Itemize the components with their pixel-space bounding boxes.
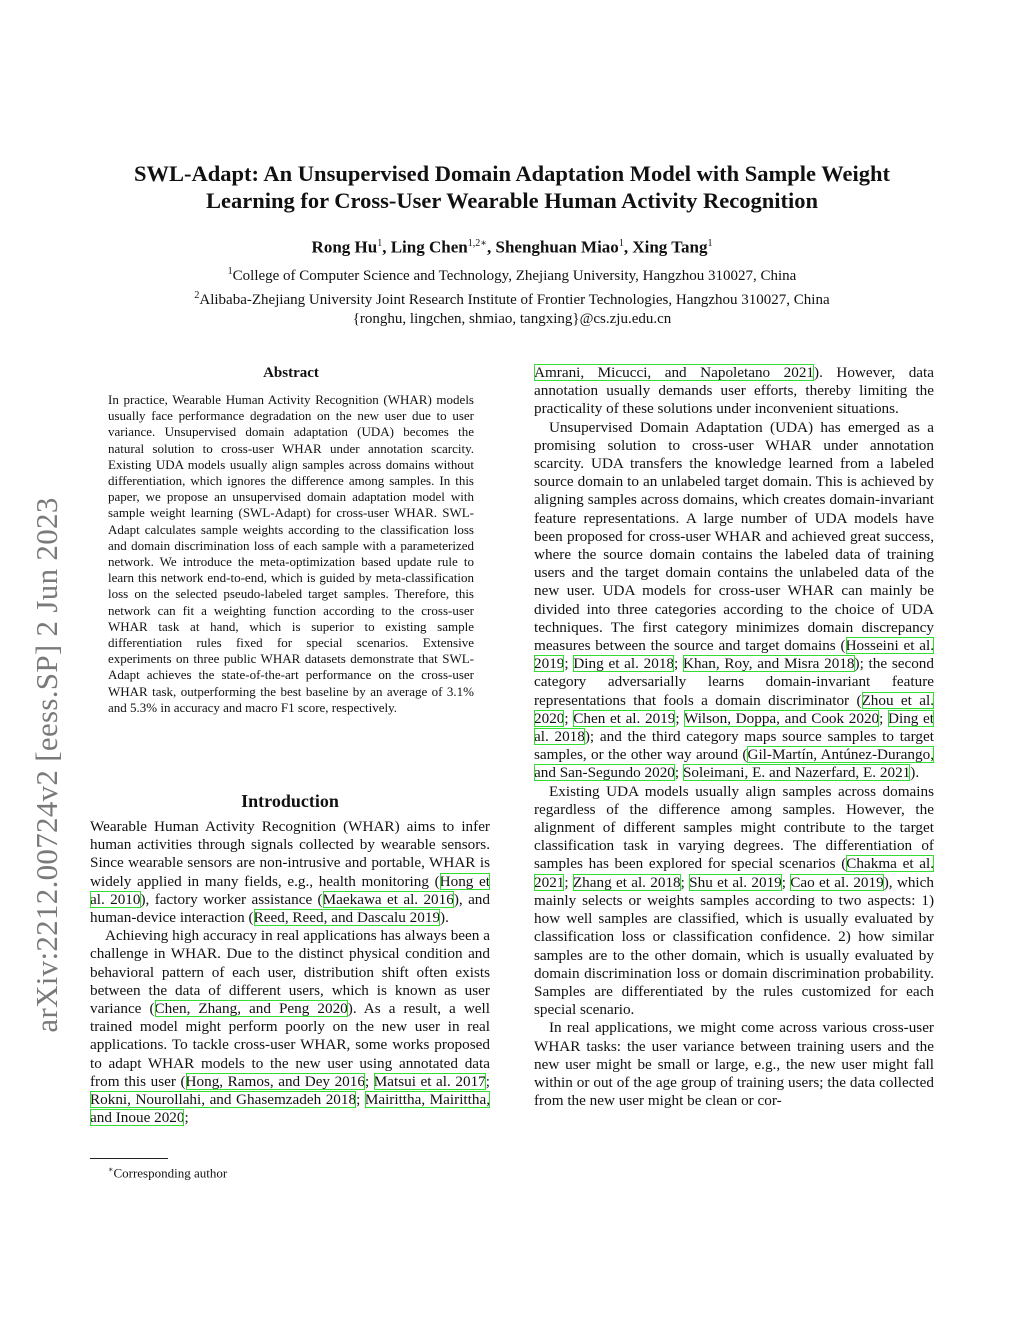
abstract-text: In practice, Wearable Human Activity Recognition (WHAR) models usually face performance degradation on the new user due to user variance. Unsupervised domain adaptation (UDA) becomes the natural solution to cross-user WHAR under annotation scarcity. Existing UDA models usually align samples across domains without differentiation, which ignores the difference among samples. In this paper, we propose an unsupervised domain adaptation model with sample weight learning (SWL-Adapt) for cross-user WHAR. SWL-Adapt calculates sample weights according to the classification loss and domain discrimination loss of each sample with a parameterized network. We introduce the meta-optimization based update rule to learn this network end-to-end, which is guided by meta-classification loss on the selected pseudo-labeled target samples. Therefore, this network can fit a weighting function according to the cross-user WHAR task at hand, which is superior to existing sample differentiation rules fixed for special scenarios. Extensive experiments on three public WHAR datasets demonstrate that SWL-Adapt achieves the state-of-the-art performance on the cross-user WHAR task, outperforming the best baseline by an average of 3.1% and 5.3% in accuracy and macro F1 score, respectively.	[108, 392, 474, 715]
citation-link[interactable]: Ding et al. 2018	[573, 655, 675, 673]
abstract-heading: Abstract	[263, 365, 319, 381]
citation-link[interactable]: Gil-Martín, Antúnez-Durango, and San-Segundo 2020	[534, 746, 934, 782]
intro-paragraph-continued: Amrani, Micucci, and Napoletano 2021). However, data annotation usually demands user efforts, thereby limiting the practicality of these solutions under inconvenient situations.	[534, 364, 934, 418]
citation-link[interactable]: Reed, Reed, and Dascalu 2019	[253, 909, 441, 927]
author-list: Rong Hu$^1$, Ling Chen$^{1,2∗}$, Shenghuan Miao$^1$, Xing Tang$^1$	[311, 237, 713, 257]
title-line-2: Learning for Cross-User Wearable Human Activity Recognition	[205, 188, 819, 213]
paper-title	[92, 160, 932, 214]
citation-link[interactable]: Khan, Roy, and Misra 2018	[683, 655, 855, 673]
title-line-1: SWL-Adapt: An Unsupervised Domain Adaptation Model with Sample Weight	[134, 161, 890, 186]
author-affiliation-mark: 1	[618, 238, 624, 249]
citation-link[interactable]: Soleimani, E. and Nazerfard, E. 2021	[682, 764, 911, 782]
citation-link[interactable]: Cao et al. 2019	[790, 873, 884, 891]
author-name: Xing Tang	[632, 237, 708, 257]
footnote	[108, 1162, 468, 1181]
citation-link[interactable]: Hong et al. 2010	[90, 872, 490, 908]
intro-paragraph-4: Unsupervised Domain Adaptation (UDA) has emerged as a promising solution to cross-user WHAR under annotation scarcity. UDA transfers the knowledge learned from a labeled source domain to an unlabeled target domain. This is achieved by aligning samples across domains, which creates domain-invariant feature representations. A large number of UDA models have been proposed for cross-user WHAR and achieved great success, where the source domain contains the labeled data of training users and the target domain contains the unlabeled data of the new user. UDA models for cross-user WHAR can mainly be divided into three categories according to the choice of UDA techniques. The first category minimizes domain discrepancy measures between the source and target domains (Hosseini et al. 2019; Ding et al. 2018; Khan, Roy, and Misra 2018); the second category adversarially learns domain-invariant feature representations that fools a domain discriminator (Zhou et al. 2020; Chen et al. 2019; Wilson, Doppa, and Cook 2020; Ding et al. 2018); and the third category maps source samples to target samples, or the other way around (Gil-Martín, Antúnez-Durango, and San-Segundo 2020; Soleimani, E. and Nazerfard, E. 2021).	[534, 418, 935, 782]
left-column	[90, 818, 490, 1127]
intro-paragraph-2: Achieving high accuracy in real applications has always been a challenge in WHAR. Due to the distinct physical condition and behavioral pattern of each user, distribution shift often exists between the data of different users, which is known as user variance (Chen, Zhang, and Peng 2020). As a result, a well trained model might perform poorly on the new user in real applications. To tackle cross-user WHAR, some works proposed to adapt WHAR models to the new user using annotated data from this user (Hong, Ramos, and Dey 2016; Matsui et al. 2017; Rokni, Nourollahi, and Ghasemzadeh 2018; Mairittha, Mairittha, and Inoue 2020;	[90, 927, 490, 1127]
arxiv-identifier-text: arXiv:2212.00724v2 [eess.SP] 2 Jun 2023	[29, 497, 64, 1033]
affiliations	[92, 262, 932, 329]
footnote-text: Corresponding author	[113, 1165, 228, 1181]
intro-paragraph-1: Wearable Human Activity Recognition (WHAR) aims to infer human activities through signals collected by wearable sensors. Since wearable sensors are non-intrusive and portable, WHAR is widely applied in many fields, e.g., health monitoring (Hong et al. 2010), factory worker assistance (Maekawa et al. 2016), and human-device interaction (Reed, Reed, and Dascalu 2019).	[90, 818, 490, 927]
intro-paragraph-6: In real applications, we might come across various cross-user WHAR tasks: the user variance between training users and the new user might be small or large, e.g., the new user might fall within or out of the age group of training users; the data collected from the new user might be clean or cor-	[534, 1019, 934, 1110]
author-name: Rong Hu	[311, 237, 378, 257]
author-affiliation-mark: 1	[707, 238, 713, 249]
affiliation-1: $^1$College of Computer Science and Technology, Zhejiang University, Hangzhou 310027, China	[227, 266, 797, 284]
introduction-heading: Introduction	[241, 791, 339, 811]
citation-link[interactable]: Ding et al. 2018	[534, 709, 935, 746]
citation-link[interactable]: Hosseini et al. 2019	[534, 637, 935, 673]
right-column	[534, 364, 934, 1110]
footnote-divider	[90, 1158, 168, 1159]
intro-paragraph-5: Existing UDA models usually align samples across domains regardless of the difference among samples. However, the alignment of different samples might contribute to the target classification task in varying degrees. The differentiation of samples has been explored for special scenarios (Chakma et al. 2021; Zhang et al. 2018; Shu et al. 2019; Cao et al. 2019), which mainly selects or weights samples according to two aspects: 1) how well samples are classified, which is usually evaluated by classification loss or classification confidence. 2) how similar samples are to the other domain, which is usually evaluated by domain discrimination loss or domain discrimination probability. Samples are differentiated by the rules customized for each special scenario.	[534, 782, 934, 1019]
citation-link[interactable]: Wilson, Doppa, and Cook 2020	[683, 709, 880, 727]
footnote-mark: ∗	[108, 1165, 114, 1174]
author-name: Shenghuan Miao	[495, 237, 619, 257]
author-affiliation-mark: 1,2∗	[467, 238, 488, 249]
citation-link[interactable]: Maekawa et al. 2016	[322, 890, 454, 908]
author-name: Ling Chen	[390, 237, 468, 257]
author-affiliation-mark: 1	[377, 238, 383, 249]
citation-link[interactable]: Rokni, Nourollahi, and Ghasemzadeh 2018	[90, 1091, 357, 1109]
citation-link[interactable]: Zhou et al. 2020	[534, 691, 934, 727]
citation-link[interactable]: Mairittha, Mairittha, and Inoue 2020	[90, 1091, 490, 1127]
citation-link[interactable]: Amrani, Micucci, and Napoletano 2021	[534, 364, 815, 381]
citation-link[interactable]: Chen et al. 2019	[573, 709, 676, 727]
citation-link[interactable]: Chen, Zhang, and Peng 2020	[154, 1000, 348, 1018]
author-emails: {ronghu, lingchen, shmiao, tangxing}@cs.zju.edu.cn	[352, 311, 672, 327]
citation-link[interactable]: Zhang et al. 2018	[572, 873, 681, 891]
citation-link[interactable]: Matsui et al. 2017	[373, 1072, 486, 1090]
citation-link[interactable]: Hong, Ramos, and Dey 2016	[185, 1072, 365, 1090]
citation-link[interactable]: Chakma et al. 2021	[534, 855, 934, 891]
citation-link[interactable]: Shu et al. 2019	[689, 873, 782, 891]
affiliation-2: $^2$Alibaba-Zhejiang University Joint Research Institute of Frontier Technologies, Hangzhou 310027, China	[194, 290, 830, 308]
